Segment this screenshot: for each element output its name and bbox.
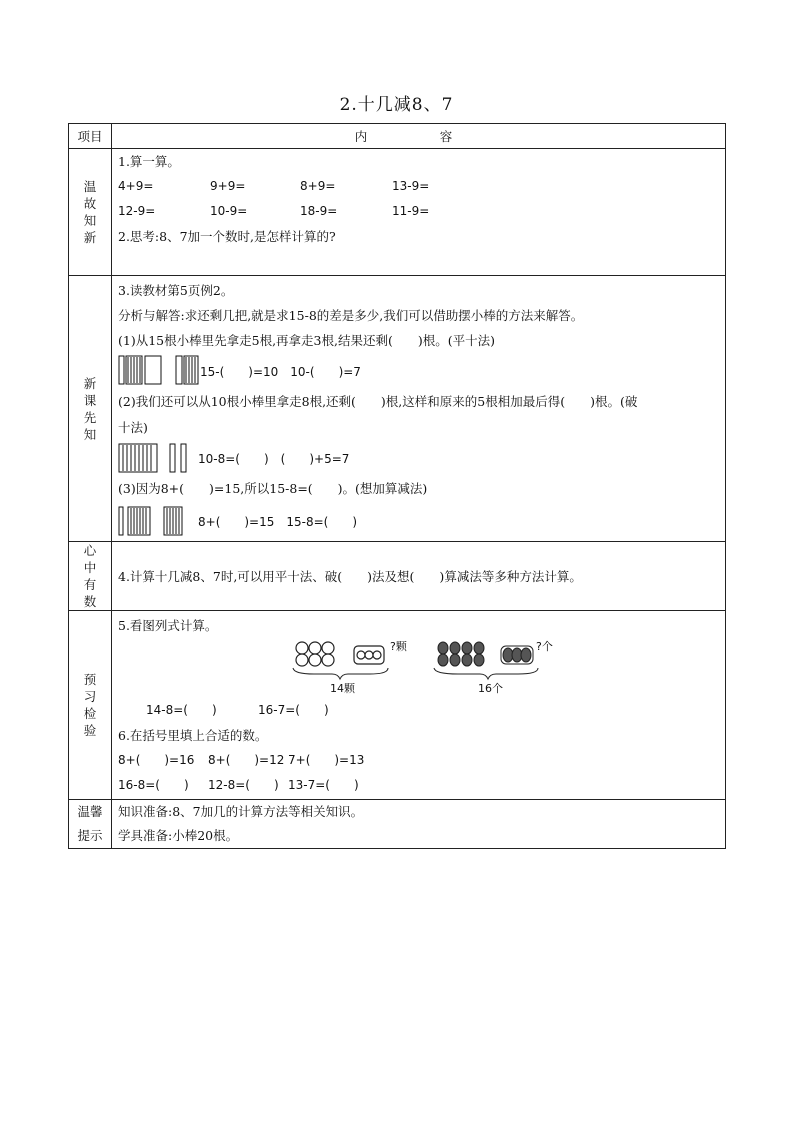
- preview-part-1: (1)从15根小棒里先拿走5根,再拿走3根,结果还剩( )根。(平十法): [118, 333, 495, 348]
- answer-1: 14-8=( ): [146, 703, 217, 717]
- exercise: 10-9=: [210, 204, 248, 218]
- page-title: 2.十几减8、7: [339, 95, 454, 115]
- exercise: 7+( )=13: [288, 753, 365, 767]
- review-label: 温故知新: [83, 179, 97, 245]
- fill-row-1: [118, 748, 719, 773]
- exercise: 8+9=: [300, 179, 336, 193]
- exercise: 8+( )=12: [208, 753, 285, 767]
- preview-question-3: 3.读教材第5页例2。: [118, 283, 234, 298]
- picture-2-question: ?个: [536, 640, 553, 653]
- review-row-1: [118, 174, 719, 199]
- tips-label-1: 温馨: [77, 804, 103, 819]
- equation-2: 10-8=( ) ( )+5=7: [198, 451, 350, 466]
- stick-figure-2: [118, 440, 719, 476]
- exercise: 16-8=( ): [118, 778, 189, 792]
- summary-text: 4.计算十几减8、7时,可以用平十法、破( )法及想( )算减法等多种方法计算。: [118, 568, 582, 584]
- sticks-icon: [118, 441, 198, 475]
- exercise: 18-9=: [300, 204, 338, 218]
- header-content: 内 容: [112, 124, 726, 149]
- exercise: 9+9=: [210, 179, 246, 193]
- answer-2: 16-7=( ): [258, 703, 329, 717]
- exercise: 12-8=( ): [208, 778, 279, 792]
- equation-1: 15-( )=10 10-( )=7: [200, 364, 361, 379]
- exercise: 12-9=: [118, 204, 156, 218]
- practice-label: 预习检验: [83, 672, 97, 738]
- tips-section: [69, 800, 726, 849]
- exercise: 4+9=: [118, 179, 154, 193]
- stick-figure-3: [118, 501, 719, 541]
- practice-question-6: 6.在括号里填上合适的数。: [118, 728, 268, 743]
- header-item: 项目: [69, 124, 112, 149]
- worksheet-table: [68, 123, 726, 849]
- tips-line-1: 知识准备:8、7加几的计算方法等相关知识。: [118, 804, 364, 819]
- tips-line-2: 学具准备:小棒20根。: [118, 828, 239, 843]
- exercise: 8+( )=16: [118, 753, 195, 767]
- preview-part-3: (3)因为8+( )=15,所以15-8=( )。(想加算减法): [118, 481, 428, 496]
- fill-row-2: [118, 773, 719, 798]
- summary-label: 心中有数: [83, 543, 97, 609]
- tips-label-2: 提示: [77, 828, 103, 843]
- review-section: [69, 149, 726, 276]
- practice-question-5: 5.看图列式计算。: [118, 618, 218, 633]
- exercise: 13-7=( ): [288, 778, 359, 792]
- equation-3: 8+( )=15 15-8=( ): [198, 514, 358, 529]
- review-question-1: 1.算一算。: [118, 154, 180, 169]
- exercise: 11-9=: [392, 204, 430, 218]
- preview-part-2: (2)我们还可以从10根小棒里拿走8根,还剩( )根,这样和原来的5根相加最后得( )根。(破: [118, 394, 638, 409]
- preview-part-2-cont: 十法): [118, 420, 148, 435]
- picture-1-total: 14颗: [330, 682, 355, 695]
- preview-analysis: 分析与解答:求还剩几把,就是求15-8的差是多少,我们可以借助摆小棒的方法来解答。: [118, 308, 584, 323]
- stick-figure-1: [118, 353, 719, 389]
- picture-2-total: 16个: [478, 682, 503, 695]
- summary-section: [69, 542, 726, 611]
- sticks-icon: [118, 504, 188, 538]
- table-header-row: [69, 124, 726, 149]
- exercise: 13-9=: [392, 179, 430, 193]
- review-row-2: [118, 199, 719, 224]
- picture-answers: [118, 698, 719, 723]
- preview-label: 新课先知: [83, 375, 97, 442]
- preview-section: [69, 276, 726, 542]
- picture-row: [118, 638, 719, 698]
- review-question-2: 2.思考:8、7加一个数时,是怎样计算的?: [118, 229, 336, 244]
- sticks-icon: [118, 354, 200, 388]
- practice-section: [69, 611, 726, 800]
- picture-1-question: ?颗: [390, 640, 407, 653]
